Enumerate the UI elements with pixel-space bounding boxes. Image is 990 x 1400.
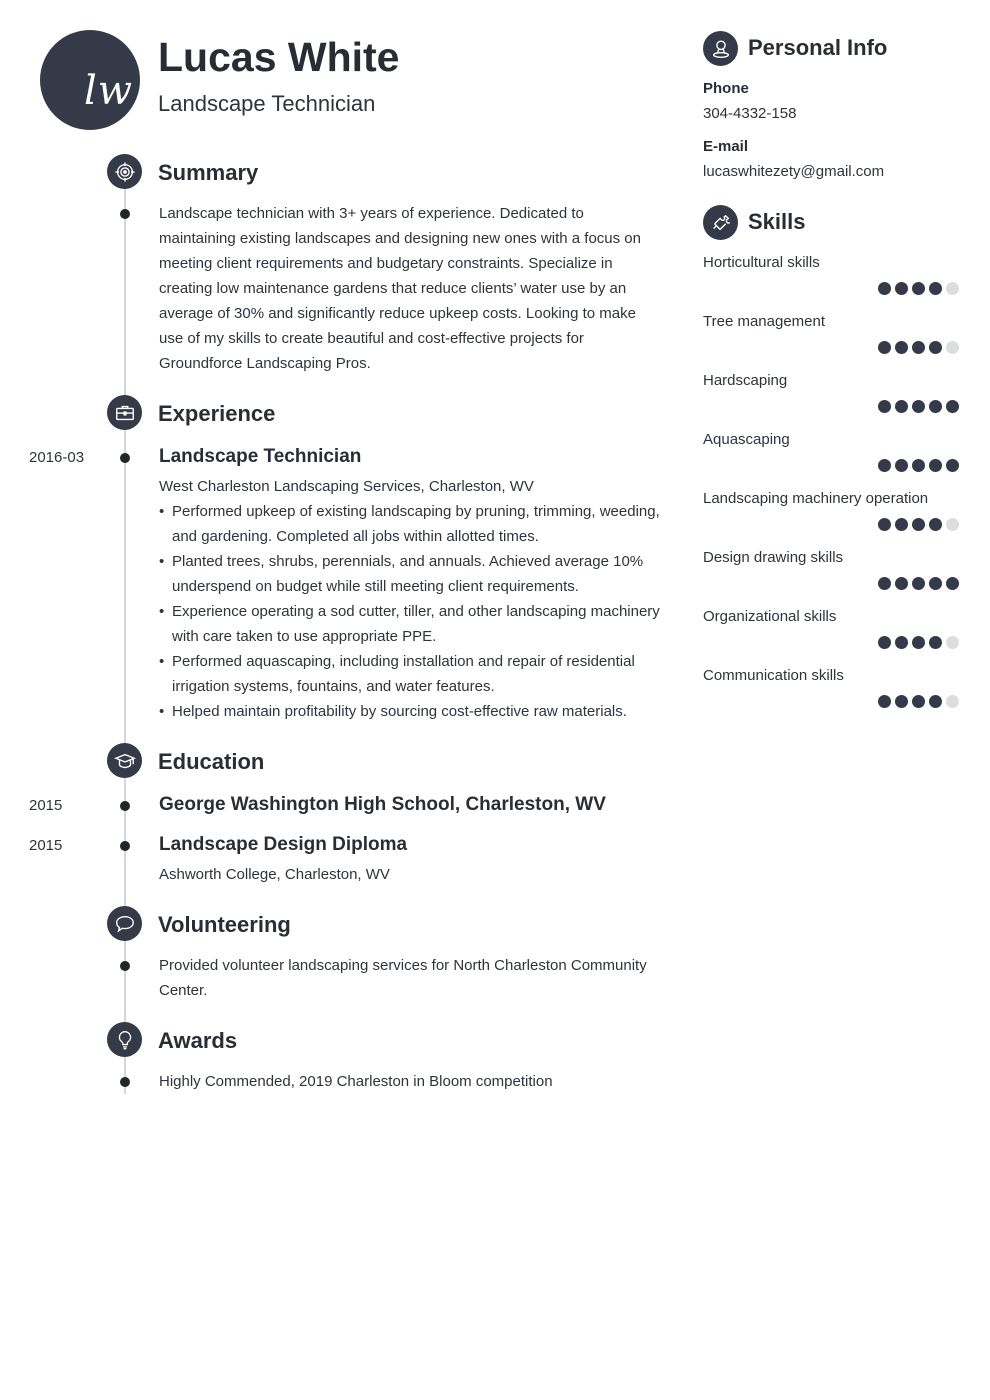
awards-heading: Awards <box>158 1028 238 1053</box>
rating-dot-filled <box>878 695 891 708</box>
volunteering-text: Provided volunteer landscaping services for North Charleston Community Center. <box>159 957 647 999</box>
rating-dot-filled <box>929 282 942 295</box>
rating-dot-filled <box>929 636 942 649</box>
summary-text: Landscape technician with 3+ years of experience. Dedicated to maintaining existing landscapes and designing new ones with a focus on meeting client requirements and budgetary constraints. Specialize in creating low maintenance gardens that reduce clients’ water use by an average of 30% and significantly reduce upkeep costs. Looking to make use of my skills to create beautiful and cost-effective projects for Groundforce Landscaping Pros. <box>159 205 641 372</box>
rating-dot-filled <box>912 695 925 708</box>
skill-name: Communication skills <box>703 667 844 684</box>
rating-dot-filled <box>895 636 908 649</box>
candidate-name: Lucas White <box>158 34 400 80</box>
skill-rating <box>878 400 959 413</box>
monogram-text: lw <box>84 68 134 114</box>
education-institution: Ashworth College, Charleston, WV <box>159 866 390 883</box>
rating-dot-filled <box>895 341 908 354</box>
skill-rating <box>878 341 959 354</box>
personal-info-heading: Personal Info <box>748 35 888 60</box>
job-company: West Charleston Landscaping Services, Charleston, WV <box>159 478 534 495</box>
rating-dot-empty <box>946 282 959 295</box>
skill-rating <box>878 577 959 590</box>
skill-rating <box>878 518 959 531</box>
graduation-cap-icon <box>107 743 142 778</box>
skill-name: Horticultural skills <box>703 254 820 271</box>
timeline-dot <box>120 453 130 463</box>
rating-dot-filled <box>929 577 942 590</box>
timeline-dot <box>120 1077 130 1087</box>
summary-heading: Summary <box>158 160 259 185</box>
rating-dot-filled <box>895 577 908 590</box>
rating-dot-filled <box>912 282 925 295</box>
rating-dot-filled <box>912 636 925 649</box>
rating-dot-empty <box>946 518 959 531</box>
monogram-avatar <box>40 30 140 130</box>
rating-dot-filled <box>946 400 959 413</box>
rating-dot-filled <box>929 459 942 472</box>
volunteering-heading: Volunteering <box>158 912 291 937</box>
list-item: • Experience operating a sod cutter, tiller, and other landscaping machinery with care taken to use appropriate PPE. <box>159 599 664 649</box>
education-school: George Washington High School, Charleston, WV <box>159 794 606 815</box>
rating-dot-filled <box>895 695 908 708</box>
job-role: Landscape Technician <box>159 446 362 467</box>
rating-dot-filled <box>929 518 942 531</box>
timeline-dot <box>120 841 130 851</box>
skills-heading: Skills <box>748 209 806 234</box>
list-item: • Helped maintain profitability by sourcing cost-effective raw materials. <box>159 699 664 724</box>
experience-heading: Experience <box>158 401 276 426</box>
rating-dot-filled <box>878 459 891 472</box>
rating-dot-filled <box>929 341 942 354</box>
rating-dot-filled <box>878 341 891 354</box>
rating-dot-empty <box>946 341 959 354</box>
skill-name: Design drawing skills <box>703 549 844 566</box>
timeline-dot <box>120 209 130 219</box>
skill-name: Aquascaping <box>703 431 790 448</box>
rating-dot-filled <box>912 400 925 413</box>
education-date: 2015 <box>29 837 63 854</box>
email-value: lucaswhitezety@gmail.com <box>703 163 885 180</box>
education-degree: Landscape Design Diploma <box>159 834 408 855</box>
rating-dot-filled <box>912 577 925 590</box>
awards-text: Highly Commended, 2019 Charleston in Bloom competition <box>159 1073 553 1090</box>
rating-dot-filled <box>912 518 925 531</box>
timeline-line <box>124 172 126 1094</box>
list-item: • Planted trees, shrubs, perennials, and annuals. Achieved average 10% underspend on budget while still meeting client requirements. <box>159 549 664 599</box>
candidate-title: Landscape Technician <box>158 91 376 116</box>
skill-name: Landscaping machinery operation <box>703 490 929 507</box>
skill-name: Organizational skills <box>703 608 837 625</box>
rating-dot-filled <box>912 459 925 472</box>
education-heading: Education <box>158 749 265 774</box>
rating-dot-filled <box>929 695 942 708</box>
lightbulb-icon <box>107 1022 142 1057</box>
briefcase-icon <box>107 395 142 430</box>
rating-dot-empty <box>946 636 959 649</box>
rating-dot-filled <box>946 459 959 472</box>
list-item: • Performed upkeep of existing landscaping by pruning, trimming, weeding, and gardening. Completed all jobs within allotted times. <box>159 499 664 549</box>
rating-dot-filled <box>929 400 942 413</box>
rating-dot-filled <box>895 282 908 295</box>
rating-dot-filled <box>912 341 925 354</box>
rating-dot-filled <box>878 282 891 295</box>
rating-dot-filled <box>895 459 908 472</box>
rating-dot-filled <box>946 577 959 590</box>
skill-rating <box>878 695 959 708</box>
person-icon <box>703 31 738 66</box>
target-icon <box>107 154 142 189</box>
rating-dot-filled <box>878 518 891 531</box>
skill-rating <box>878 459 959 472</box>
rating-dot-filled <box>878 577 891 590</box>
skill-name: Tree management <box>703 313 826 330</box>
puzzle-icon <box>703 205 738 240</box>
timeline-dot <box>120 801 130 811</box>
phone-value: 304-4332-158 <box>703 105 797 122</box>
rating-dot-filled <box>878 400 891 413</box>
skill-name: Hardscaping <box>703 372 788 389</box>
chat-bubble-icon <box>107 906 142 941</box>
email-label: E-mail <box>703 138 749 155</box>
phone-label: Phone <box>703 80 749 97</box>
skill-rating <box>878 282 959 295</box>
rating-dot-filled <box>878 636 891 649</box>
rating-dot-filled <box>895 518 908 531</box>
job-bullets <box>159 499 664 724</box>
rating-dot-filled <box>895 400 908 413</box>
experience-date: 2016-03 <box>29 449 85 466</box>
rating-dot-empty <box>946 695 959 708</box>
skill-rating <box>878 636 959 649</box>
timeline-dot <box>120 961 130 971</box>
education-date: 2015 <box>29 797 63 814</box>
list-item: • Performed aquascaping, including installation and repair of residential irrigation systems, fountains, and water features. <box>159 649 664 699</box>
